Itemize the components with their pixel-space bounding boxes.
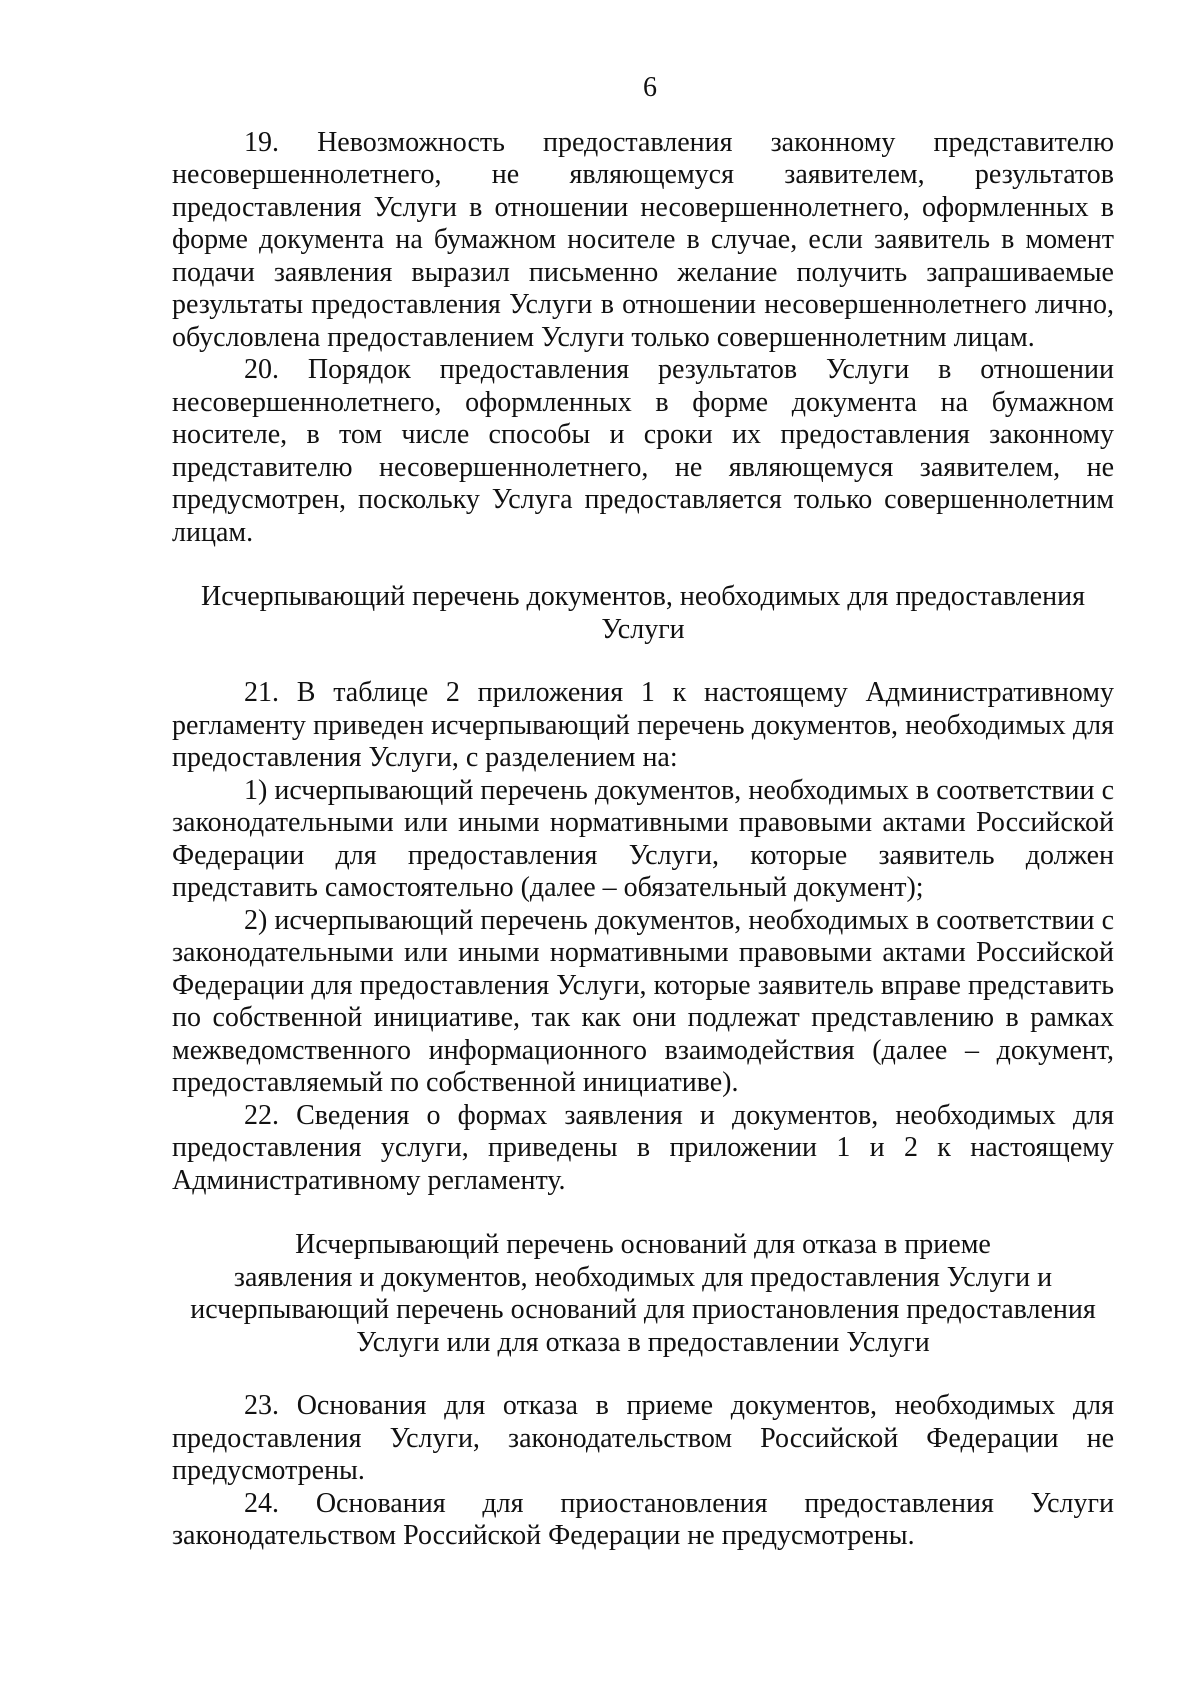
page-number: 6	[643, 72, 657, 103]
section-minors-results	[172, 127, 1114, 550]
section-refusal-grounds	[172, 1229, 1114, 1553]
paragraph-23: 23. Основания для отказа в приеме документов, необходимых для предоставления Услуги, законодательством Российской Федерации не предусмотрены.	[172, 1390, 1114, 1486]
list-item-1: 1) исчерпывающий перечень документов, необходимых в соответствии с законодательными или иными нормативными правовыми актами Российской Федерации для предоставления Услуги, которые заявитель должен представить самостоятельно (далее – обязательный документ);	[172, 774, 1114, 903]
heading-line-2: заявления и документов, необходимых для предоставления Услуги и	[233, 1261, 1053, 1293]
document-page	[172, 72, 1114, 1553]
section-heading-refusal	[172, 1229, 1114, 1359]
paragraph-19: 19. Невозможность предоставления законному представителю несовершеннолетнего, не являющемуся заявителем, результатов предоставления Услуги в отношении несовершеннолетнего, оформленных в форме документа на бумажном носителе в случае, если заявитель в момент подачи заявления выразил письменно желание получить запрашиваемые результаты предоставления Услуги в отношении несовершеннолетнего лично, обусловлена предоставлением Услуги только совершеннолетним лицам.	[172, 126, 1114, 353]
paragraph-20: 20. Порядок предоставления результатов Услуги в отношении несовершеннолетнего, оформленных в форме документа на бумажном носителе, в том числе способы и сроки их предоставления законному представителю несовершеннолетнего, не являющемуся заявителем, не предусмотрен, поскольку Услуга предоставляется только совершеннолетним лицам.	[172, 354, 1114, 548]
section-heading-documents: Исчерпывающий перечень документов, необходимых для предоставления Услуги	[201, 581, 1085, 645]
heading-line-3: исчерпывающий перечень оснований для приостановления предоставления	[190, 1294, 1096, 1325]
section-documents-list	[172, 581, 1114, 1197]
paragraph-22: 22. Сведения о формах заявления и документов, необходимых для предоставления услуги, приведены в приложении 1 и 2 к настоящему Административному регламенту.	[172, 1099, 1114, 1196]
heading-line-1: Исчерпывающий перечень оснований для отказа в приеме	[295, 1229, 991, 1260]
heading-line-4: Услуги или для отказа в предоставлении Услуги	[356, 1326, 930, 1358]
paragraph-21: 21. В таблице 2 приложения 1 к настоящему Административному регламенту приведен исчерпывающий перечень документов, необходимых для предоставления Услуги, с разделением на:	[172, 677, 1114, 773]
list-item-2: 2) исчерпывающий перечень документов, необходимых в соответствии с законодательными или иными нормативными правовыми актами Российской Федерации для предоставления Услуги, которые заявитель вправе представить по собственной инициативе, так как они подлежат представлению в рамках межведомственного информационного взаимодействия (далее – документ, предоставляемый по собственной инициативе).	[172, 904, 1114, 1098]
paragraph-24: 24. Основания для приостановления предоставления Услуги законодательством Российской Федерации не предусмотрены.	[172, 1487, 1114, 1551]
